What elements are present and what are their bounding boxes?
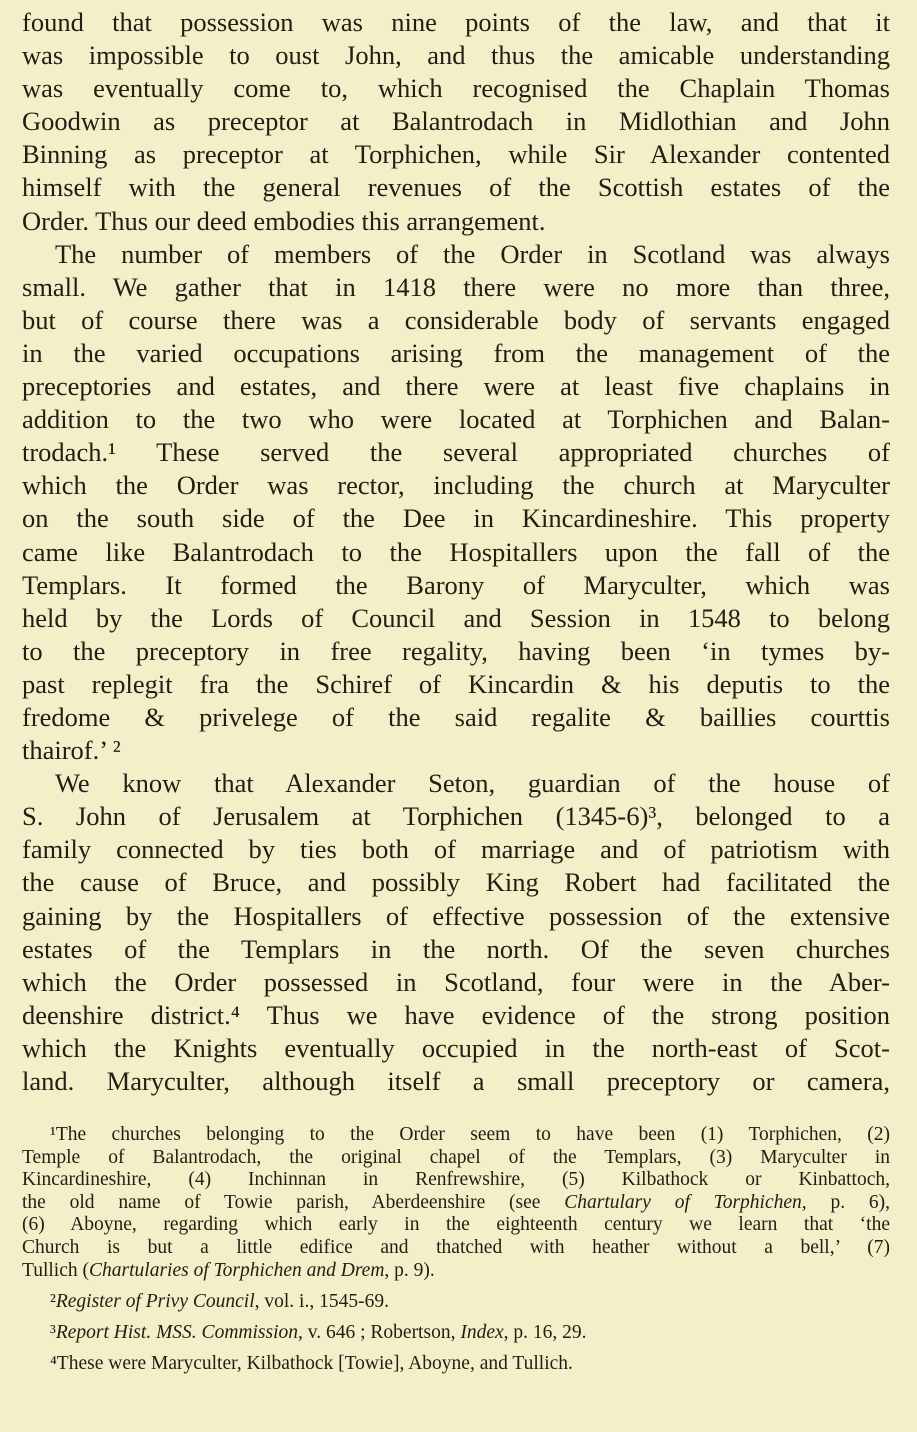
footnote-text: the old name of Towie parish, Aberdeenshire (see <box>22 1191 565 1213</box>
text-line: on the south side of the Dee in Kincardineshire. This property <box>22 503 890 534</box>
citation-title: Report Hist. MSS. Commission <box>55 1321 298 1343</box>
text-line: S. John of Jerusalem at Torphichen (1345-6)³, belonged to a <box>22 801 890 832</box>
paragraph <box>22 6 890 238</box>
footnote-line <box>22 1353 890 1376</box>
footnote-text: , p. 16, 29. <box>503 1321 587 1343</box>
text-line: which the Order possessed in Scotland, four were in the Aber- <box>22 966 890 997</box>
citation-title: Chartulary of Torphichen <box>564 1191 802 1213</box>
text-line: trodach.¹ These served the several appropriated churches of <box>22 437 890 468</box>
citation-title: Index <box>460 1321 504 1343</box>
footnote-line <box>22 1260 890 1283</box>
text-line: Order. Thus our deed embodies this arrangement. <box>22 205 546 236</box>
footnote-text: ⁴These were Maryculter, Kilbathock [Towie], Aboyne, and Tullich. <box>50 1352 573 1374</box>
footnote-line <box>22 1192 890 1215</box>
text-line: found that possession was nine points of the law, and that it <box>22 7 890 37</box>
text-line: held by the Lords of Council and Session in 1548 to belong <box>22 602 890 633</box>
footnote-line <box>22 1169 890 1192</box>
text-line: preceptories and estates, and there were at least five chaplains in <box>22 371 890 402</box>
text-line: We know that Alexander Seton, guardian of the house of <box>55 768 890 799</box>
text-line: was impossible to oust John, and thus the amicable understanding <box>22 40 890 71</box>
footnote-text: , p. 9). <box>384 1259 435 1281</box>
text-line: Binning as preceptor at Torphichen, while Sir Alexander contented <box>22 139 890 170</box>
footnote-line <box>22 1124 890 1147</box>
citation-title: Chartularies of Torphichen and Drem <box>89 1259 385 1281</box>
footnote-text: Kincardineshire, (4) Inchinnan in Renfrewshire, (5) Kilbathock or Kinbattoch, <box>22 1169 890 1191</box>
text-line: gaining by the Hospitallers of effective possession of the extensive <box>22 900 890 931</box>
body-text <box>22 6 890 1098</box>
text-line: deenshire district.⁴ Thus we have evidence of the strong position <box>22 999 890 1030</box>
footnote-text: (6) Aboyne, regarding which early in the eighteenth century we learn that ‘the <box>22 1214 890 1236</box>
footnote <box>22 1322 890 1345</box>
footnote <box>22 1291 890 1314</box>
footnote-text: , p. 6), <box>801 1191 891 1213</box>
text-line: was eventually come to, which recognised the Chaplain Thomas <box>22 73 890 104</box>
text-line: small. We gather that in 1418 there were no more than three, <box>22 271 890 302</box>
text-line: the cause of Bruce, and possibly King Robert had facilitated the <box>22 867 890 898</box>
paragraph <box>22 238 890 768</box>
footnote-text: , v. 646 ; Robertson, <box>298 1321 461 1343</box>
footnote-line <box>22 1214 890 1237</box>
text-line: estates of the Templars in the north. Of the seven churches <box>22 933 890 964</box>
text-line: Templars. It formed the Barony of Maryculter, which was <box>22 569 890 600</box>
text-line: thairof.’ ² <box>22 735 121 766</box>
footnote-text: Church is but a little edifice and thatched with heather without a bell,’ (7) <box>22 1236 890 1258</box>
text-line: past replegit fra the Schiref of Kincardin & his deputis to the <box>22 668 890 699</box>
text-line: but of course there was a considerable body of servants engaged <box>22 304 890 335</box>
footnote <box>22 1124 890 1282</box>
footnote-text: , vol. i., 1545-69. <box>254 1290 389 1312</box>
citation-title: Register of Privy Council <box>55 1290 255 1312</box>
text-line: to the preceptory in free regality, having been ‘in tymes by- <box>22 635 890 666</box>
footnote-text: ¹The churches belonging to the Order seem to have been (1) Torphichen, (2) <box>50 1124 890 1145</box>
footnotes <box>22 1124 890 1384</box>
text-line: Goodwin as preceptor at Balantrodach in Midlothian and John <box>22 106 890 137</box>
footnote-text: ³ <box>50 1321 56 1343</box>
text-line: The number of members of the Order in Scotland was always <box>55 238 890 269</box>
footnote-line <box>22 1147 890 1170</box>
footnote <box>22 1353 890 1376</box>
footnote-text: Temple of Balantrodach, the original chapel of the Templars, (3) Maryculter in <box>22 1146 890 1168</box>
footnote-line <box>22 1291 890 1314</box>
text-line: came like Balantrodach to the Hospitallers upon the fall of the <box>22 536 890 567</box>
text-line: addition to the two who were located at Torphichen and Balan- <box>22 404 890 435</box>
footnote-line <box>22 1237 890 1260</box>
text-line: himself with the general revenues of the Scottish estates of the <box>22 172 890 203</box>
text-line: in the varied occupations arising from the management of the <box>22 337 890 368</box>
text-line: fredome & privelege of the said regalite & baillies courttis <box>22 701 890 732</box>
text-line: family connected by ties both of marriage and of patriotism with <box>22 834 890 865</box>
text-line: which the Order was rector, including the church at Maryculter <box>22 470 890 501</box>
footnote-text: ² <box>50 1290 56 1312</box>
paragraph <box>22 767 890 1098</box>
text-line: land. Maryculter, although itself a small preceptory or camera, <box>22 1066 890 1096</box>
footnote-line <box>22 1322 890 1345</box>
footnote-text: Tullich ( <box>22 1259 90 1281</box>
text-line: which the Knights eventually occupied in the north-east of Scot- <box>22 1032 890 1063</box>
